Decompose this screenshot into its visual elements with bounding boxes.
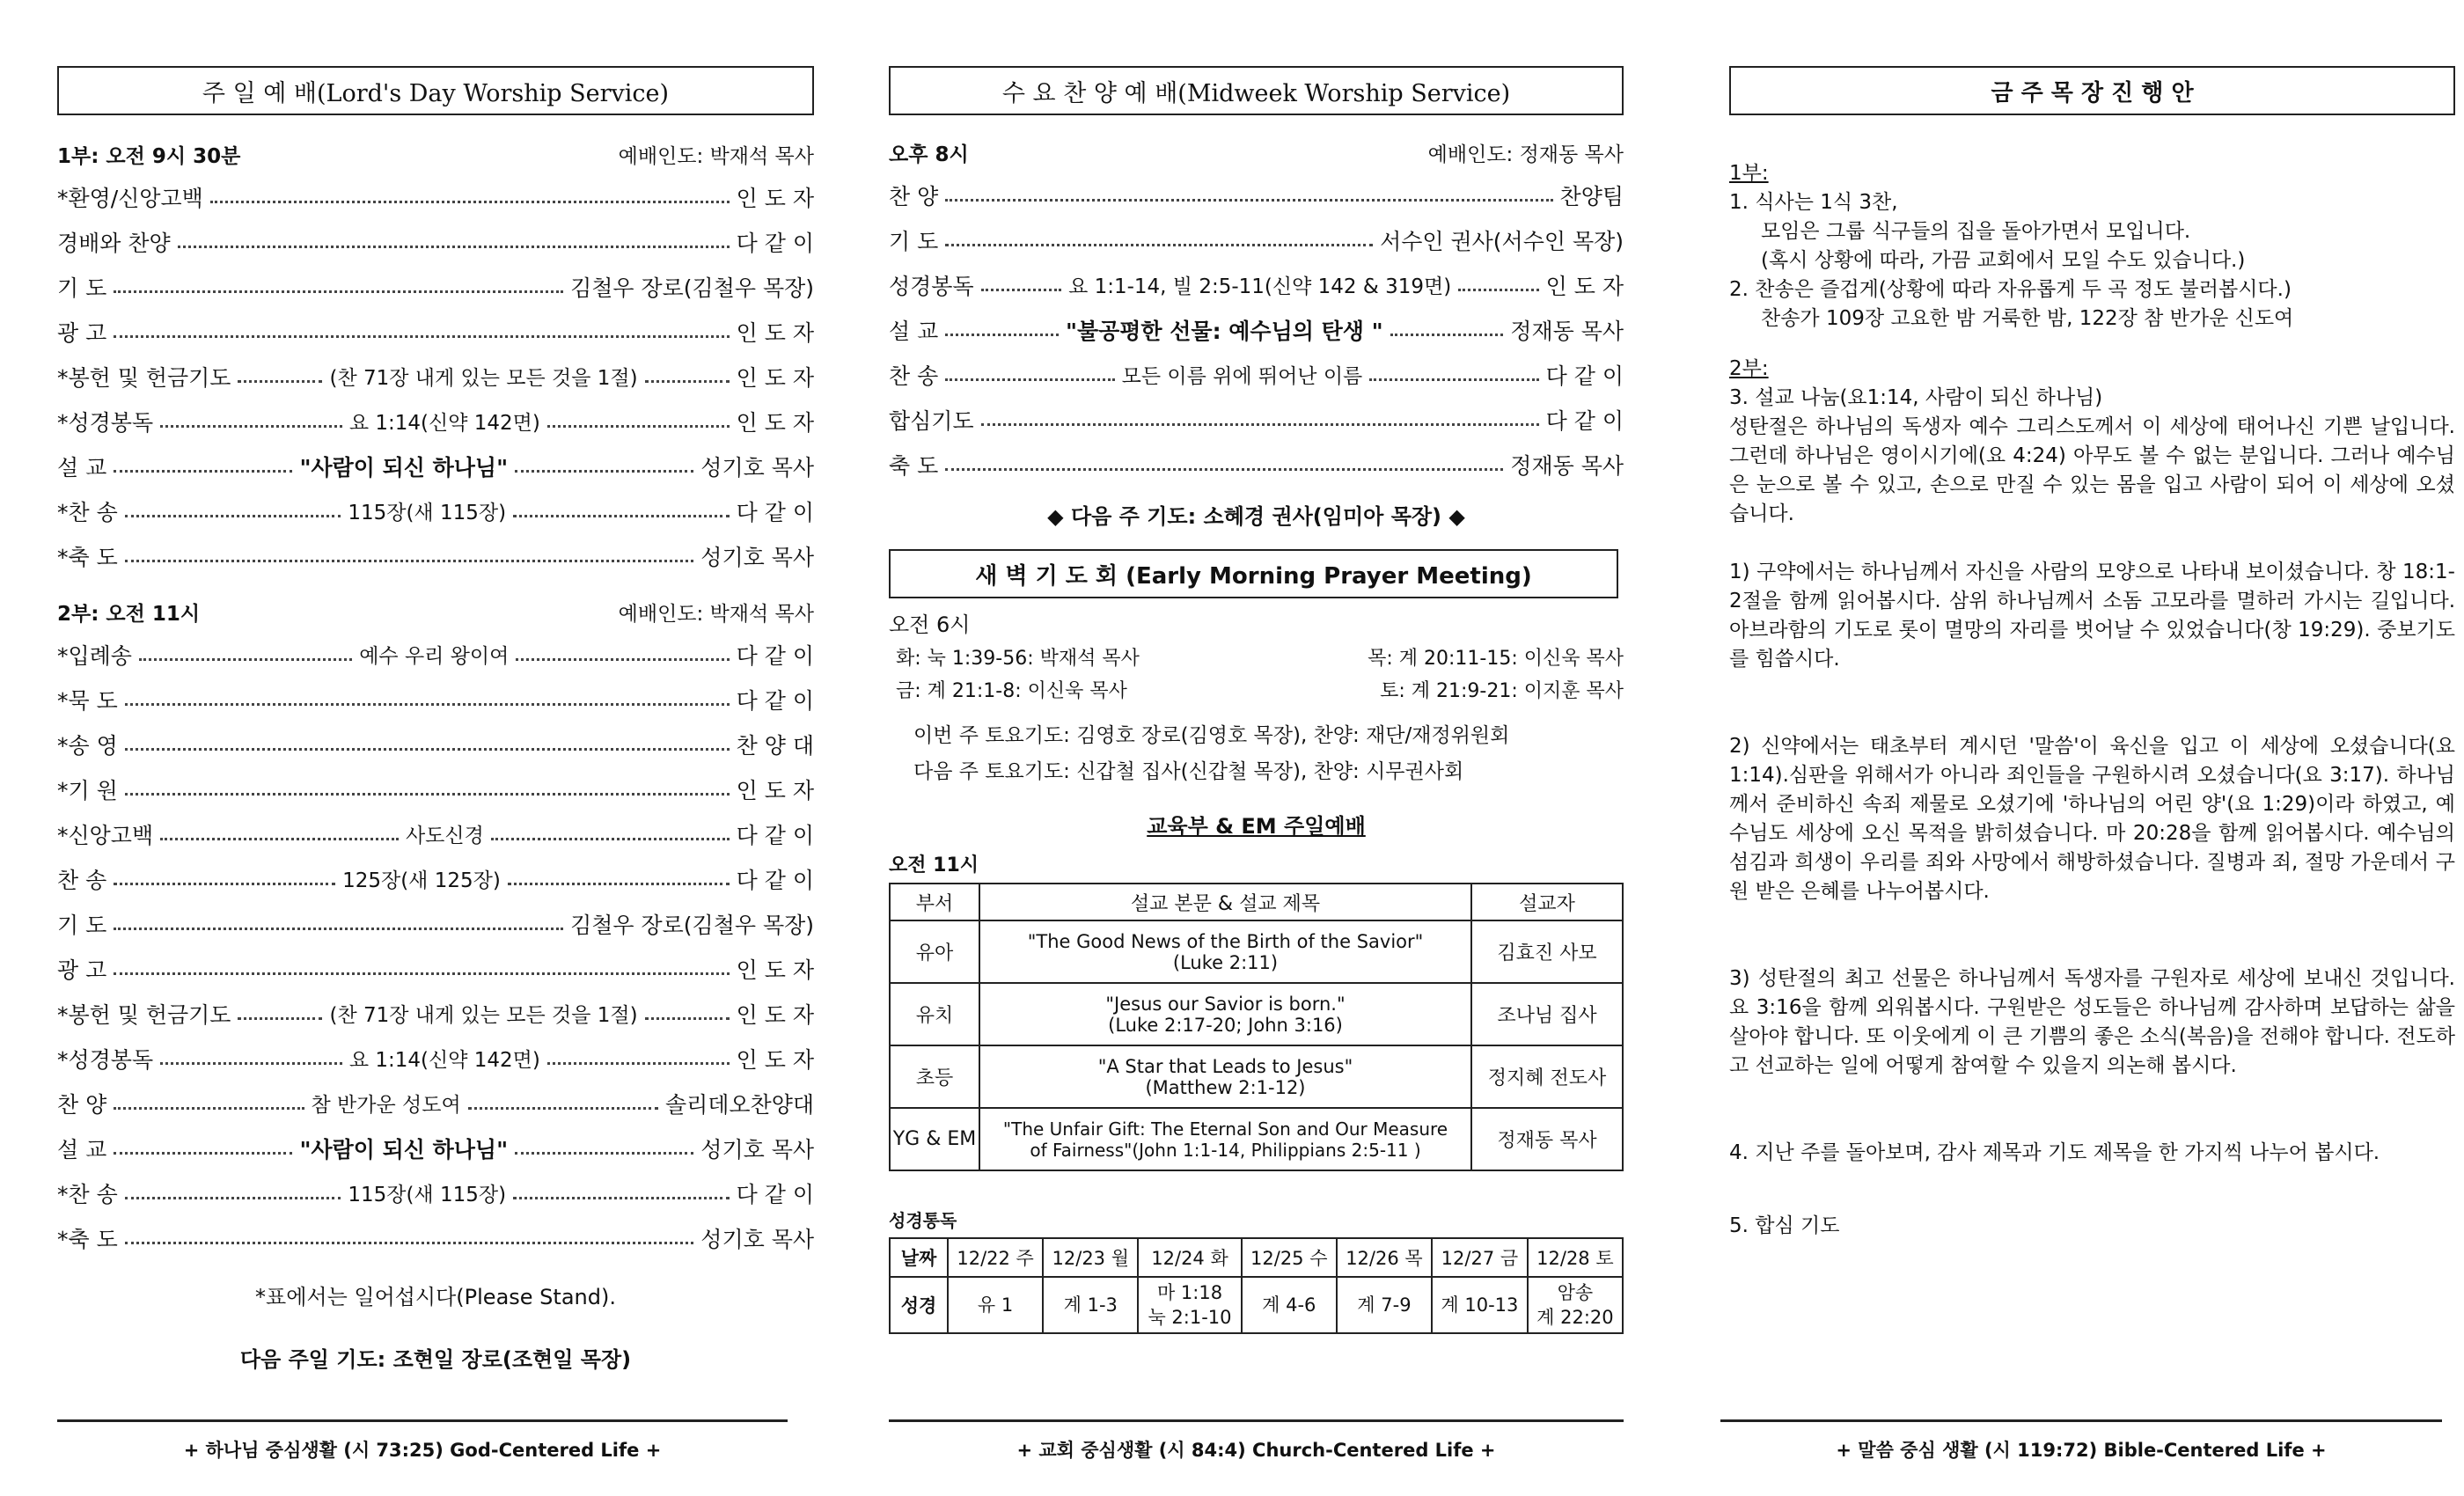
order-item-person: 찬양팀 [1559,183,1624,209]
em-sermon-title: "The Unfair Gift: The Eternal Son and Our Measure [1002,1118,1448,1140]
leader-dots [945,199,1552,202]
order-item-label: *봉헌 및 헌금기도 [57,1001,231,1028]
reading-date-label: 날짜 [890,1238,948,1277]
order-item-person: 찬 양 대 [736,732,814,759]
order-item [889,262,1624,307]
footer-god-centered: + 하나님 중심생활 (시 73:25) God-Centered Life + [183,1440,662,1461]
order-item-person: 서수인 권사(서수인 목장) [1380,228,1624,254]
order-item [57,1215,814,1260]
table-row [890,1045,1623,1108]
em-header-preacher: 설교자 [1471,884,1623,920]
order-item-person: 성기호 목사 [700,1226,814,1252]
em-header-sermon: 설교 본문 & 설교 제목 [979,884,1471,920]
order-item [57,174,814,219]
order-item [57,488,814,533]
order-item-person: 다 같 이 [736,687,814,714]
leader-dots [114,928,563,930]
reading-book: 계 1-3 [1043,1277,1138,1333]
em-preacher: 김효진 사모 [1471,920,1623,983]
leader-dots [238,1017,322,1020]
order-item [57,677,814,722]
reading-date: 12/28 토 [1528,1238,1623,1277]
order-item-person: 정재동 목사 [1510,452,1624,479]
order-item-person: 다 같 이 [736,642,814,669]
footer-bible-centered: + 말씀 중심 생활 (시 119:72) Bible-Centered Life + [1836,1440,2327,1461]
leader-dots [210,201,730,203]
table-row [890,920,1623,983]
leader-dots [981,289,1061,291]
reading-table [889,1237,1624,1334]
leader-dots [160,838,399,840]
leader-dots [945,468,1503,471]
order-item-person: 정재동 목사 [1510,318,1624,344]
order-item-detail: 모든 이름 위에 뛰어난 이름 [1121,365,1363,388]
sunday-column [57,66,814,1373]
service2-order [57,632,814,1260]
order-item-person: 다 같 이 [736,499,815,525]
reading-book: 계 10-13 [1432,1277,1528,1333]
em-title: 교육부 & EM 주일예배 [1147,814,1366,839]
order-item-label: 광 고 [57,319,107,346]
reading-book-row [890,1277,1623,1333]
service1-leader: 예배인도: 박재석 목사 [618,145,814,168]
order-item [57,444,814,488]
dawn-time: 오전 6시 [889,612,971,637]
order-item [57,766,814,811]
part1-item2-a: 찬송가 109장 고요한 밤 거룩한 밤, 122장 참 반가운 신도여 [1761,307,2294,330]
next-saturday-prayer: 다음 주 토요기도: 신갑철 집사(신갑철 목장), 찬양: 시무권사회 [913,760,1464,783]
reading-title: 성경통독 [889,1210,957,1231]
em-preacher: 정지혜 전도사 [1471,1045,1623,1108]
midweek-leader: 예배인도: 정재동 목사 [1427,143,1624,166]
cell-group-column [1729,66,2455,1241]
leader-dots [547,1062,730,1065]
order-item-label: *묵 도 [57,687,118,714]
order-item-detail: 115장(새 115장) [348,502,507,524]
order-item-person: 김철우 장로(김철우 목장) [570,912,814,938]
question-4: 4. 지난 주를 돌아보며, 감사 제목과 기도 제목을 한 가지씩 나누어 봅시다. [1729,1141,2380,1164]
next-sunday-prayer: 다음 주일 기도: 조현일 장로(조현일 목장) [239,1347,632,1372]
leader-dots [945,334,1059,336]
leader-dots [238,380,322,383]
order-item-detail: "사람이 되신 하나님" [299,454,509,480]
order-item-label: *축 도 [57,544,118,570]
order-item-label: *신앙고백 [57,822,154,848]
order-item [57,632,814,677]
order-item-label: 광 고 [57,957,107,983]
order-item-person: 솔리데오찬양대 [664,1091,814,1118]
order-item-detail: 125장(새 125장) [342,869,501,892]
order-item [57,991,814,1036]
order-item-label: 찬 양 [57,1091,107,1118]
order-item [889,217,1624,262]
order-item [889,172,1624,217]
reading-book: 마 1:18 눅 2:1-10 [1138,1277,1241,1333]
reading-book: 암송 계 22:20 [1528,1277,1623,1333]
leader-dots [114,883,335,885]
order-item-person: 인 도 자 [736,185,814,211]
part2-sermon-body: 성탄절은 하나님의 독생자 예수 그리스도께서 이 세상에 태어나신 기쁜 날입니다. 그런데 하나님은 영이시기에(요 4:24) 아무도 볼 수 없는 분입니다. 그러나 예수님은 눈으로 볼 수 있고, 손으로 만질 수 있는 몸을 입고 사람이 되어 이 세상에 오셨습니다. [1729,415,2455,525]
order-item-label: *입례송 [57,642,132,669]
leader-dots [114,335,729,338]
order-item-label: *성경봉독 [57,409,154,436]
order-item [57,1036,814,1081]
reading-book: 계 7-9 [1337,1277,1432,1333]
order-item-label: 경배와 찬양 [57,230,171,256]
em-sermon-ref: (Luke 2:17-20; John 3:16) [1108,1014,1343,1036]
leader-dots [125,703,730,706]
order-item-person: 인 도 자 [1545,273,1624,299]
em-sermon-ref: (Luke 2:11) [1172,951,1279,973]
dawn-row-1 [889,643,1624,671]
reading-book: 계 4-6 [1242,1277,1337,1333]
question-1: 1) 구약에서는 하나님께서 자신을 사람의 모양으로 나타내 보이셨습니다. 창 18:1-2절을 함께 읽어봅시다. 삼위 하나님께서 소돔 고모라를 멸하러 가시는 길입니다. 아브라함의 기도로 롯이 멸망의 자리를 벗어날 수 있었습니다(창 19:29). 중보기도를 힘씁시다. [1729,561,2455,671]
service1-order [57,174,814,578]
order-item-detail: "사람이 되신 하나님" [299,1136,509,1162]
order-item-detail: 사도신경 [405,825,484,847]
order-item [57,1081,814,1126]
order-item [889,352,1624,397]
leader-dots [1369,378,1538,381]
sunday-title: 주 일 예 배(Lord's Day Worship Service) [57,66,814,115]
leader-dots [547,425,730,428]
part1-heading: 1부: [1729,162,1769,185]
leader-dots [125,748,730,751]
order-item-detail: 예수 우리 왕이여 [359,645,510,668]
divider [1720,1419,2442,1422]
order-item-detail: "불공평한 선물: 예수님의 탄생 " [1065,318,1383,344]
em-sermon [979,983,1471,1045]
em-preacher: 정재동 목사 [1471,1108,1623,1170]
em-sermon [979,1108,1471,1170]
order-item [57,811,814,856]
leader-dots [160,1062,342,1065]
service2-header [57,598,814,627]
divider [57,1419,788,1422]
em-sermon [979,1045,1471,1108]
order-item [57,1170,814,1215]
em-dept: YG & EM [890,1108,979,1170]
em-sermon-ref: (Matthew 2:1-12) [1145,1076,1306,1098]
question-3: 3) 성탄절의 최고 선물은 하나님께서 독생자를 구원자로 세상에 보내신 것입니다. 요 3:16을 함께 외워봅시다. 구원받은 성도들은 하나님께 감사하며 보답하는 삶을 살아야 합니다. 또 이웃에게 이 큰 기쁨의 좋은 소식(복음)을 전해야 합니다. 전도하고 선교하는 일에 어떻게 참여할 수 있을지 의논해 봅시다. [1729,967,2455,1077]
divider [889,1419,1624,1422]
service2-leader: 예배인도: 박재석 목사 [618,603,814,626]
order-item [57,946,814,991]
order-item-person: 인 도 자 [736,364,814,391]
order-item-label: *찬 송 [57,1181,118,1207]
order-item-detail: 요 1:1-14, 빌 2:5-11(신약 142 & 319면) [1068,275,1452,298]
reading-date: 12/22 주 [948,1238,1043,1277]
question-2: 2) 신약에서는 태초부터 계시던 '말씀'이 육신을 입고 이 세상에 오셨습니다(요 1:14).심판을 위해서가 아니라 죄인들을 구원하시려 오셨습니다(요 3:17). 하나님께서 준비하신 속죄 제물로 오셨기에 '하나님의 어린 양'(요 1:29)이라 하였고, 예수님도 세상에 오신 목적을 밝히셨습니다. 마 20:28을 함께 읽어봅시다. 예수님의 섬김과 희생이 우리를 죄와 사망에서 해방하셨습니다. 질병과 죄, 절망 가운데서 구원 받은 은혜를 나누어봅시다. [1729,735,2455,903]
leader-dots [945,378,1114,381]
leader-dots [516,658,729,661]
leader-dots [981,423,1539,426]
part1 [1729,159,2455,334]
table-row [890,983,1623,1045]
order-item-label: *환영/신앙고백 [57,185,203,211]
em-preacher: 조나님 집사 [1471,983,1623,1045]
order-item-detail: 요 1:14(신약 142면) [348,412,540,435]
order-item [57,264,814,309]
leader-dots [125,1242,694,1244]
reading-date: 12/27 금 [1432,1238,1528,1277]
order-item-person: 인 도 자 [736,957,814,983]
order-item [57,1126,814,1170]
order-item-label: 기 도 [57,912,107,938]
order-item-detail: 요 1:14(신약 142면) [348,1049,540,1072]
em-sermon-title: "The Good News of the Birth of the Savior" [1027,930,1424,952]
order-item [57,901,814,946]
leader-dots [114,290,563,293]
em-sermon [979,920,1471,983]
order-item-label: 기 도 [57,275,107,301]
dawn-sat: 토: 계 21:9-21: 이지훈 목사 [1380,680,1624,702]
service1-header [57,140,814,169]
order-item-detail: 115장(새 115장) [348,1184,507,1206]
leader-dots [513,515,730,517]
part1-item1: 1. 식사는 1식 3찬, [1729,191,1898,214]
table-row [890,1108,1623,1170]
order-item-label: *축 도 [57,1226,118,1252]
leader-dots [125,793,730,796]
em-time: 오전 11시 [889,854,979,876]
reading-date-row [890,1238,1623,1277]
order-item [889,442,1624,487]
order-item [57,856,814,901]
service2-time: 2부: 오전 11시 [57,603,201,626]
order-item-label: 찬 송 [889,363,939,389]
dawn-row-2 [889,676,1624,703]
order-item-label: 축 도 [889,452,939,479]
order-item-person: 인 도 자 [736,777,814,803]
order-item-person: 성기호 목사 [700,1136,814,1162]
dawn-thu: 목: 계 20:11-15: 이신욱 목사 [1368,648,1624,670]
order-item-detail: (찬 71장 내게 있는 모든 것을 1절) [329,367,638,390]
order-item-person: 다 같 이 [736,230,814,256]
order-item-person: 인 도 자 [736,1046,814,1073]
leader-dots [114,1107,304,1110]
part1-item1-b: (혹시 상황에 따라, 가끔 교회에서 모일 수도 있습니다.) [1761,249,2246,272]
reading-date: 12/24 화 [1138,1238,1241,1277]
leader-dots [1390,334,1504,336]
order-item-label: 성경봉독 [889,273,974,299]
leader-dots [125,515,341,517]
midweek-column [889,66,1624,1334]
leader-dots [125,560,694,562]
this-saturday-prayer: 이번 주 토요기도: 김영호 장로(김영호 목장), 찬양: 재단/재정위원회 [913,724,1510,747]
order-item-label: 기 도 [889,228,939,254]
order-item-person: 인 도 자 [736,409,814,436]
order-item-label: *송 영 [57,732,118,759]
order-item-person: 다 같 이 [736,822,814,848]
leader-dots [114,470,292,473]
leader-dots [508,883,730,885]
order-item-person: 다 같 이 [736,867,815,893]
leader-dots [645,1017,730,1020]
leader-dots [178,246,730,248]
part2 [1729,355,2455,529]
order-item-person: 다 같 이 [1545,407,1624,434]
order-item-detail: (찬 71장 내게 있는 모든 것을 1절) [329,1004,638,1027]
order-item-person: 김철우 장로(김철우 목장) [570,275,814,301]
leader-dots [513,1197,730,1199]
order-item [57,533,814,578]
order-item [57,722,814,766]
em-dept: 유아 [890,920,979,983]
order-item [57,309,814,354]
leader-dots [645,380,730,383]
order-item-label: 설 교 [57,1136,107,1162]
service1-time: 1부: 오전 9시 30분 [57,145,241,168]
order-item [57,399,814,444]
em-sermon-title: "Jesus our Savior is born." [1105,993,1346,1015]
part2-heading: 2부: [1729,357,1769,380]
midweek-title: 수 요 찬 양 예 배(Midweek Worship Service) [889,66,1624,115]
leader-dots [114,972,729,975]
leader-dots [515,1152,693,1155]
order-item-label: *봉헌 및 헌금기도 [57,364,231,391]
em-dept: 유치 [890,983,979,1045]
reading-date: 12/23 월 [1043,1238,1138,1277]
midweek-time: 오후 8시 [889,143,969,166]
order-item-label: 찬 양 [889,183,939,209]
order-item-person: 인 도 자 [736,1001,814,1028]
reading-date: 12/26 목 [1337,1238,1432,1277]
footer-church-centered: + 교회 중심생활 (시 84:4) Church-Centered Life + [1016,1440,1496,1461]
order-item-person: 성기호 목사 [700,544,814,570]
order-item-label: *기 원 [57,777,118,803]
leader-dots [160,425,342,428]
order-item [57,354,814,399]
leader-dots [1458,289,1538,291]
part2-sermon-heading: 3. 설교 나눔(요1:14, 사람이 되신 하나님) [1729,386,2103,409]
order-item-person: 성기호 목사 [700,454,814,480]
order-item-person: 다 같 이 [1545,363,1624,389]
reading-book-label: 성경 [890,1277,948,1333]
leader-dots [491,838,730,840]
em-table [889,883,1624,1171]
order-item-label: *성경봉독 [57,1046,154,1073]
dawn-fri: 금: 계 21:1-8: 이신욱 목사 [896,680,1127,702]
leader-dots [139,658,352,661]
em-sermon-title: "A Star that Leads to Jesus" [1097,1055,1353,1077]
order-item-label: 합심기도 [889,407,974,434]
part1-item1-a: 모임은 그룹 식구들의 집을 돌아가면서 모입니다. [1761,220,2191,243]
order-item-person: 다 같 이 [736,1181,815,1207]
leader-dots [114,1152,292,1155]
order-item-person: 인 도 자 [736,319,814,346]
midweek-next-prayer: ◆ 다음 주 기도: 소혜경 권사(임미아 목장) ◆ [1047,504,1465,529]
order-item [889,397,1624,442]
cell-title: 금 주 목 장 진 행 안 [1729,66,2455,115]
part1-item2: 2. 찬송은 즐겁게(상황에 따라 자유롭게 두 곡 정도 불러봅시다.) [1729,278,2292,301]
dawn-title: 새 벽 기 도 회 (Early Morning Prayer Meeting) [889,549,1618,598]
order-item-label: 찬 송 [57,867,107,893]
reading-date: 12/25 수 [1242,1238,1337,1277]
order-item-label: 설 교 [889,318,939,344]
order-item-label: *찬 송 [57,499,118,525]
dawn-tue: 화: 눅 1:39-56: 박재석 목사 [896,648,1140,670]
order-item-detail: 참 반가운 성도여 [311,1094,461,1117]
midweek-header [889,138,1624,167]
leader-dots [468,1107,658,1110]
order-item [57,219,814,264]
leader-dots [945,244,1373,246]
em-dept: 초등 [890,1045,979,1108]
question-5: 5. 합심 기도 [1729,1214,1840,1237]
order-item [889,307,1624,352]
leader-dots [515,470,693,473]
order-item-label: 설 교 [57,454,107,480]
leader-dots [125,1197,341,1199]
stand-note: *표에서는 일어섭시다(Please Stand). [255,1285,616,1309]
em-sermon-ref: of Fairness"(John 1:1-14, Philippians 2:5-11 ) [1030,1139,1421,1161]
em-header-dept: 부서 [890,884,979,920]
reading-book: 유 1 [948,1277,1043,1333]
midweek-order [889,172,1624,487]
